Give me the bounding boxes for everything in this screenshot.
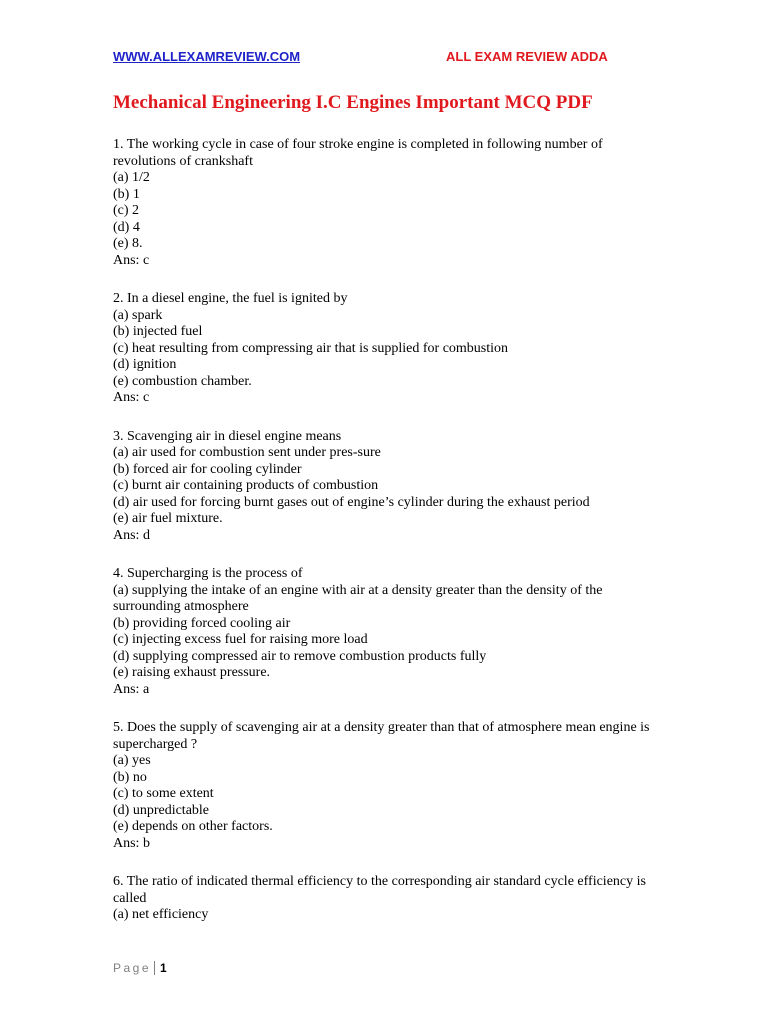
- site-link[interactable]: WWW.ALLEXAMREVIEW.COM: [113, 49, 301, 64]
- option: (e) depends on other factors.: [113, 819, 273, 834]
- option: (a) net efficiency: [113, 907, 209, 922]
- option: (c) burnt air containing products of combustion: [113, 478, 379, 493]
- page-header: [113, 49, 613, 69]
- question-2: [113, 291, 653, 407]
- question-text: 5. Does the supply of scavenging air at a density greater than that of atmosphere mean engine is supercharged ?: [113, 720, 650, 752]
- question-3: [113, 429, 653, 545]
- option: (a) supplying the intake of an engine with air at a density greater than the density of the surrounding atmosphere: [113, 582, 603, 614]
- option: (a) spark: [113, 307, 163, 323]
- answer: Ans: c: [113, 252, 150, 268]
- question-text: 2. In a diesel engine, the fuel is ignited by: [113, 291, 348, 306]
- option: (b) forced air for cooling cylinder: [113, 461, 302, 477]
- option: (e) 8.: [113, 236, 143, 251]
- option: (d) unpredictable: [113, 802, 210, 818]
- option: (b) injected fuel: [113, 324, 203, 339]
- page-footer: [113, 961, 167, 975]
- question-4: [113, 566, 653, 698]
- question-text: 6. The ratio of indicated thermal efficiency to the corresponding air standard cycle efficiency is called: [113, 874, 646, 906]
- answer: Ans: d: [113, 527, 150, 543]
- footer-divider: [154, 961, 155, 975]
- option: (d) air used for forcing burnt gases out of engine’s cylinder during the exhaust period: [113, 494, 590, 510]
- option: (e) raising exhaust pressure.: [113, 665, 271, 680]
- question-text: 4. Supercharging is the process of: [113, 566, 303, 581]
- question-1: [113, 137, 653, 269]
- option: (b) no: [113, 769, 147, 785]
- answer: Ans: b: [113, 835, 150, 851]
- page-label: Page: [113, 961, 152, 975]
- option: (a) air used for combustion sent under pres-sure: [113, 445, 381, 460]
- question-6: [113, 874, 653, 924]
- document-title: Mechanical Engineering I.C Engines Important MCQ PDF: [113, 92, 593, 113]
- option: (a) 1/2: [113, 170, 150, 185]
- answer: Ans: a: [113, 681, 150, 697]
- option: (a) yes: [113, 753, 151, 768]
- answer: Ans: c: [113, 390, 150, 405]
- question-text: 1. The working cycle in case of four stroke engine is completed in following number of revolutions of crankshaft: [113, 137, 603, 169]
- question-5: [113, 720, 653, 852]
- header-brand: ALL EXAM REVIEW ADDA: [446, 49, 608, 64]
- page-number: 1: [160, 961, 167, 975]
- option: (d) 4: [113, 219, 140, 235]
- option: (e) combustion chamber.: [113, 373, 252, 389]
- option: (b) providing forced cooling air: [113, 615, 291, 631]
- option: (c) injecting excess fuel for raising more load: [113, 632, 368, 647]
- option: (c) 2: [113, 203, 140, 218]
- option: (b) 1: [113, 186, 140, 202]
- option: (c) to some extent: [113, 786, 214, 801]
- option: (c) heat resulting from compressing air that is supplied for combustion: [113, 340, 509, 356]
- option: (d) ignition: [113, 357, 177, 372]
- option: (d) supplying compressed air to remove combustion products fully: [113, 648, 487, 664]
- option: (e) air fuel mixture.: [113, 511, 223, 526]
- question-text: 3. Scavenging air in diesel engine means: [113, 428, 342, 444]
- question-list: [113, 137, 653, 946]
